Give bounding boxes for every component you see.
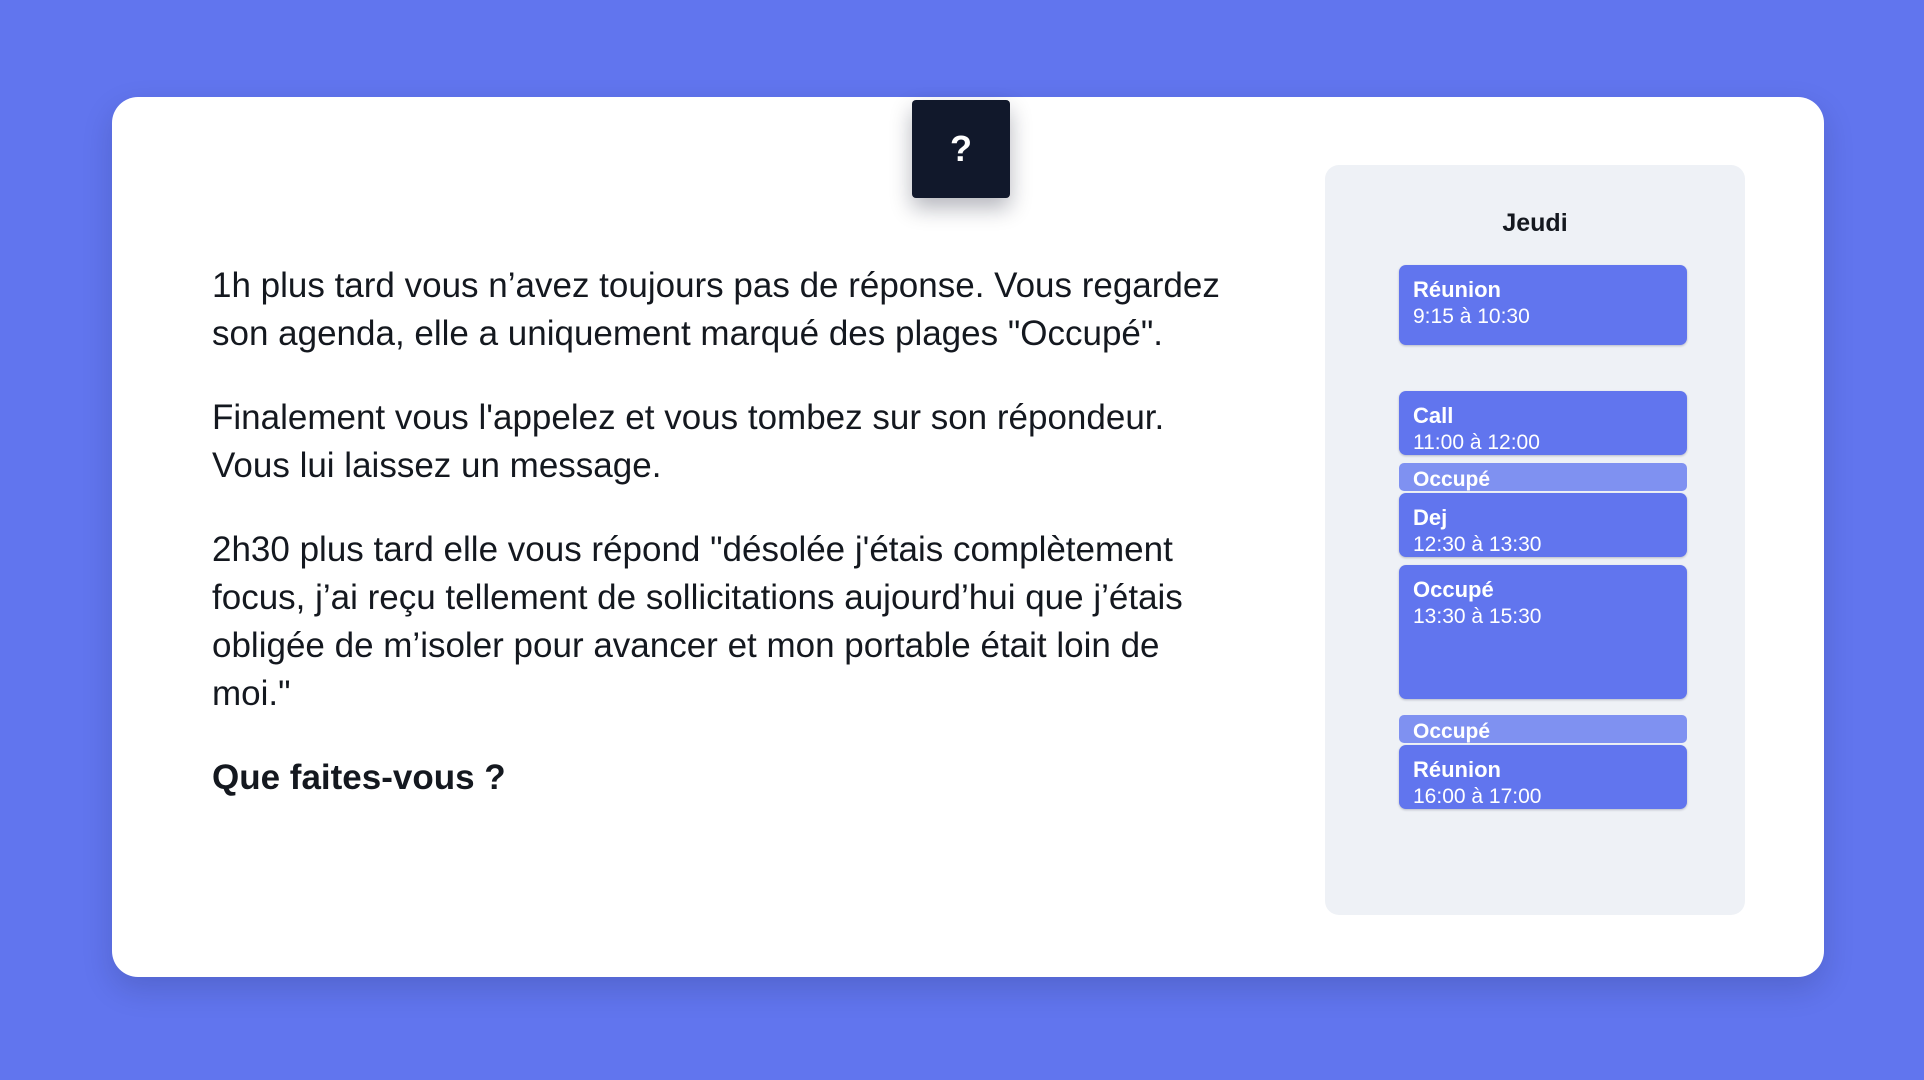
agenda-event-time: 16:00 à 17:00 <box>1413 785 1542 808</box>
agenda-event-title: Call <box>1413 403 1454 428</box>
story-paragraph-2: Finalement vous l'appelez et vous tombez sur son répondeur. Vous lui laissez un message. <box>212 398 1165 485</box>
agenda-event[interactable] <box>1399 565 1687 699</box>
agenda-day-label: Jeudi <box>1502 209 1568 237</box>
agenda-event[interactable] <box>1399 493 1687 557</box>
agenda-busy-label: Occupé <box>1413 468 1491 491</box>
agenda-event-list <box>1399 265 1687 817</box>
agenda-event[interactable] <box>1399 391 1687 455</box>
agenda-event-title: Occupé <box>1413 577 1494 602</box>
agenda-gap <box>1399 353 1687 391</box>
agenda-event-time: 13:30 à 15:30 <box>1413 605 1542 628</box>
agenda-event-title: Réunion <box>1413 277 1501 302</box>
agenda-gap <box>1399 707 1687 715</box>
agenda-event-title: Dej <box>1413 505 1448 530</box>
agenda-busy-label: Occupé <box>1413 720 1491 743</box>
story-paragraph-1: 1h plus tard vous n’avez toujours pas de réponse. Vous regardez son agenda, elle a uniquement marqué des plages "Occupé". <box>212 266 1220 353</box>
agenda-event-time: 11:00 à 12:00 <box>1413 431 1540 454</box>
question-mark-icon: ? <box>950 128 972 169</box>
agenda-busy-block[interactable] <box>1399 463 1687 491</box>
agenda-event-time: 12:30 à 13:30 <box>1413 533 1542 556</box>
agenda-event-time: 9:15 à 10:30 <box>1413 305 1530 328</box>
story-paragraph-3: 2h30 plus tard elle vous répond "désolée j'étais complètement focus, j’ai reçu tellement de sollicitations aujourd’hui que j’étais obligée de m’isoler pour avancer et mon portable était loin de moi." <box>212 530 1183 713</box>
story-text <box>212 262 1242 802</box>
agenda-busy-block[interactable] <box>1399 715 1687 743</box>
agenda-panel <box>1325 165 1745 915</box>
agenda-event[interactable] <box>1399 265 1687 345</box>
agenda-event-title: Réunion <box>1413 757 1501 782</box>
question-mark-badge <box>912 100 1010 198</box>
story-question: Que faites-vous ? <box>212 758 506 797</box>
agenda-event[interactable] <box>1399 745 1687 809</box>
